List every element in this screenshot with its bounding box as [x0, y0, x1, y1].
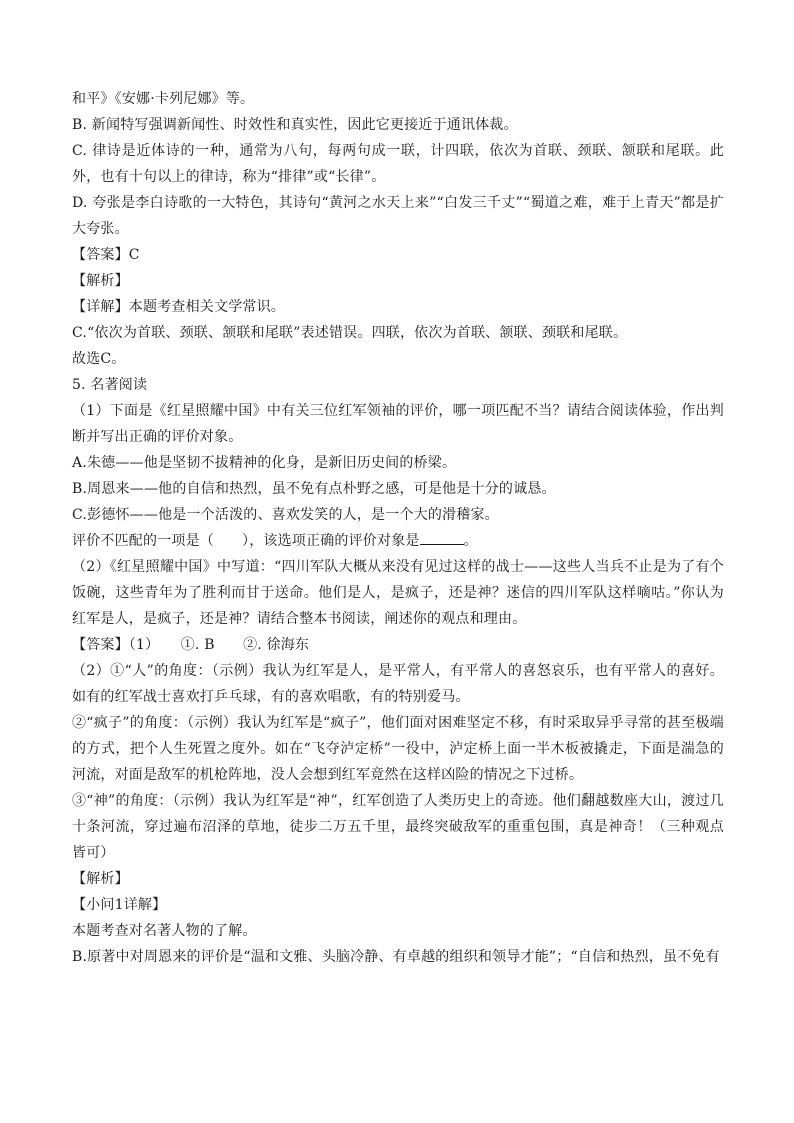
detail-line: 【详解】本题考查相关文学常识。	[72, 299, 285, 315]
question-2-text: （2）《红星照耀中国》中写道：“四川军队大概从来没有见过这样的战士——这些人当兵不止是为了有个饭碗，这些青年为了胜利而甘于送命。他们是人，是疯子，还是神？迷信的四川军队这样嘀咕。”你认为红军是人，是疯子，还是神？请结合整本书阅读，阐述你的观点和理由。	[72, 559, 724, 627]
q1-option-c: C.彭德怀——他是一个活泼的、喜欢发笑的人，是一个大的滑稽家。	[72, 507, 499, 523]
question-title: 5. 名著阅读	[72, 377, 148, 393]
answer-2-point-2: ②“疯子”的角度：（示例）我认为红军是“疯子”，他们面对困难坚定不移，有时采取异乎寻常的甚至极端的方式，把个人生死置之度外。如在“飞夺泸定桥”一役中，泸定桥上面一半木板被撬走，下面是湍急的河流，对面是敌军的机枪阵地，没人会想到红军竟然在这样凶险的情况之下过桥。	[72, 715, 724, 783]
answer-2-point-3: ③“神”的角度：（示例）我认为红军是“神”，红军创造了人类历史上的奇迹。他们翻越数座大山，渡过几十条河流，穿过遍布沼泽的草地，徒步二万五千里，最终突破敌军的重重包围，真是神奇！（三种观点皆可）	[72, 793, 724, 861]
q1-option-a: A.朱德——他是坚韧不拔精神的化身，是新旧历史间的桥梁。	[72, 455, 457, 471]
subquestion-1-label: 【小问1详解】	[72, 897, 167, 913]
q1-middle: ），该选项正确的评价对象是	[242, 533, 420, 549]
question-1-text: （1）下面是《红星照耀中国》中有关三位红军领袖的评价，哪一项匹配不当？请结合阅读体验，作出判断并写出正确的评价对象。	[72, 403, 724, 445]
document-page	[72, 86, 724, 970]
option-c-line: C. 律诗是近体诗的一种，通常为八句，每两句成一联，计四联，依次为首联、颈联、颔联和尾联。此外，也有十句以上的律诗，称为“排律”或“长律”。	[72, 143, 724, 185]
option-d-line: D. 夸张是李白诗歌的一大特色，其诗句“黄河之水天上来”“白发三千丈”“蜀道之难，难于上青天”都是扩大夸张。	[72, 195, 724, 237]
q1-option-b: B.周恩来——他的自信和热烈，虽不免有点朴野之感，可是他是十分的诚恳。	[72, 481, 556, 497]
choice-line: 故选C。	[72, 351, 126, 367]
subquestion-1-intro: 本题考查对名著人物的了解。	[72, 923, 257, 939]
analysis-label-2: 【解析】	[72, 871, 129, 887]
q1-answer-blank	[420, 529, 464, 545]
text-line: 和平》《安娜·卡列尼娜》等。	[72, 91, 255, 107]
analysis-label: 【解析】	[72, 273, 129, 289]
answer-line: 【答案】（1） ①. B ②. 徐海东	[72, 637, 310, 653]
answer-2-point-1: （2）①“人”的角度：（示例）我认为红军是人，是平常人，有平常人的喜怒哀乐，也有平常人的喜好。如有的红军战士喜欢打乒乓球，有的喜欢唱歌，有的特别爱马。	[72, 663, 724, 705]
answer-label: 【答案】C	[72, 247, 140, 263]
q1-suffix: 。	[463, 533, 478, 549]
subquestion-1-detail: B.原著中对周恩来的评价是“温和文雅、头脑冷静、有卓越的组织和领导才能”；“自信和热烈，虽不免有	[72, 949, 720, 965]
q1-fill-line	[72, 528, 724, 554]
option-b-line: B. 新闻特写强调新闻性、时效性和真实性，因此它更接近于通讯体裁。	[72, 117, 518, 133]
q1-prefix: 评价不匹配的一项是（	[72, 533, 214, 549]
detail-explanation: C.“依次为首联、颈联、颔联和尾联”表述错误。四联，依次为首联、颔联、颈联和尾联。	[72, 325, 628, 341]
